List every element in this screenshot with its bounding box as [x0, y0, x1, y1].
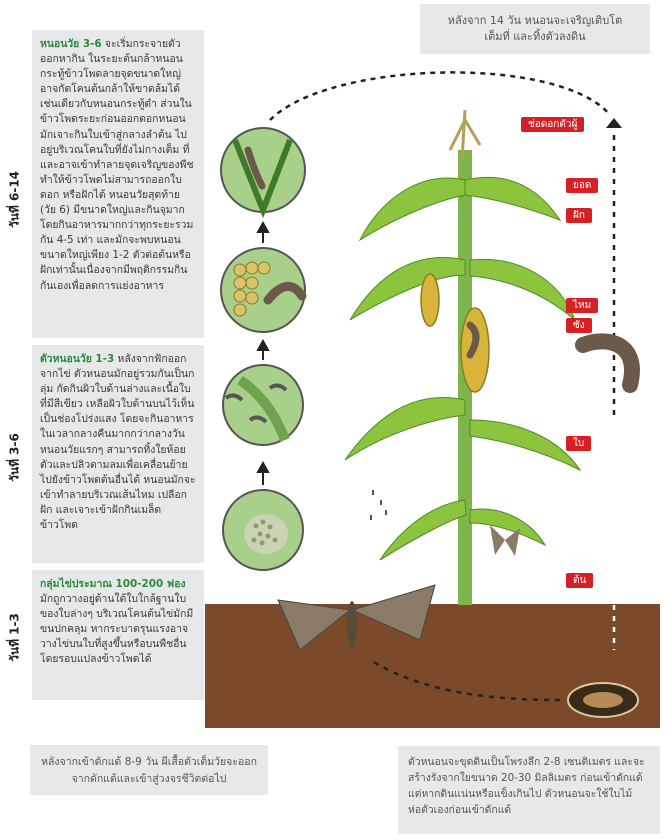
label-stem: ต้น: [566, 573, 593, 588]
circle-leaf-damage: [221, 128, 305, 212]
stage-eggs-text: มักถูกวางอยู่ด้านใต้ใบใกล้ฐานใบของใบล่างๆ บริเวณโคนต้นไข่มักมีขนปกคลุม หากระบาดรุนแรงอาจวางไข่บนใบที่สูงขึ้นหรือบนพืชอื่นโดยรอบแปลงข้าวโพดได้: [40, 593, 194, 666]
top-note-line2: เต็มที่ และทิ้งตัวลงดิน: [484, 30, 586, 43]
mature-larva: [583, 341, 632, 385]
stage-larva-3-6-box: [32, 30, 204, 338]
stage-larva-1-3-title: ตัวหนอนวัย 1-3: [40, 353, 115, 365]
day-label-6-14: วันที่ 6-14: [7, 170, 22, 229]
label-leaf: ใบ: [566, 436, 591, 451]
circle-eggs: [223, 490, 303, 570]
arrowhead: [606, 118, 622, 128]
corn-plant: [345, 110, 580, 605]
label-top: ยอด: [566, 178, 598, 193]
top-note-line1: หลังจาก 14 วัน หนอนจะเจริญเติบโต: [447, 14, 623, 27]
circle-ear-larva: [221, 248, 305, 332]
top-note: [420, 4, 650, 54]
cycle-arrow-top: [270, 72, 610, 120]
stage-larva-1-3-box: [32, 345, 204, 563]
day-label-1-3: วันที่ 1-3: [7, 613, 22, 662]
circle-young-larvae: [223, 365, 303, 445]
label-silk: ไหม: [566, 298, 598, 313]
bottom-right-note: ตัวหนอนจะขุดดินเป็นโพรงลึก 2-8 เซนติเมตร และจะสร้างรังจากใยขนาด 20-30 มิลลิเมตร ก่อนเข้าดักแด้ แต่หากดินแน่นหรือแข็งเกินไป ตัวหนอนจะใช้ใบไม้ห่อตัวเองก่อนเข้าดักแด้: [398, 746, 660, 834]
label-tassel: ช่อดอกตัวผู้: [521, 117, 584, 132]
label-cob: ซัง: [566, 318, 592, 333]
drifting-larvae: [370, 490, 387, 520]
pupa-chamber: [568, 683, 638, 717]
stage-larva-3-6-text: จะเริ่มกระจายตัวออกหากิน ในระยะต้นกล้าหนอนกระทู้ข้าวโพดลายจุดขนาดใหญ่อาจกัดโคนต้นกล้าให้ขาดล้มได้ เช่นเดียวกับหนอนกระทู้ดำ ส่วนในข้าวโพดระยะก่อนออกดอกหนอนมักเจาะกินใบเข้าสู่กลางลำต้น ไปอยู่บริเวณโคนใบที่ยังไม่กางเต็ม ที่ และอาจเข้าทำลายจุดเจริญของพืชทำให้ข้าวโพดไม่สามารถออกใบ ดอก หรือฝักได้ หนอนวัยสุดท้าย (วัย 6) มีขนาดใหญ่และกินจุมาก โดยกินอาหารมากกว่าทุกระยะรวมกัน 4-5 เท่า และมักจะพบหนอนขนาดใหญ่เพียง 1-2 ตัวต่อต้นหรือฝักเท่านั้นเนื่องจากมีพฤติกรรมกินกันเองเพื่อลดการแย่งอาหาร: [40, 38, 194, 292]
stage-eggs-box: [32, 570, 204, 700]
stage-eggs-title: กลุ่มไข่ประมาณ 100-200 ฟอง: [40, 578, 186, 590]
stage-larva-1-3-text: หลังจากฟักออกจากไข่ ตัวหนอนมักอยู่รวมกันเป็นกลุ่ม กัดกินผิวใบด้านล่างและเนื้อใบที่มีสีเขียว เหลือผิวใบด้านบนไว้เห็นเป็นช่องโปร่งแสง โดยจะกินอาหารในเวลากลางคืนมากกว่ากลางวัน หนอนวัยแรกๆ สามารถทิ้งใยห้อยตัวและปลิวตามลมเพื่อเคลื่อนย้ายไปยังข้าวโพดต้นอื่นได้ หนอนมักจะเข้าทำลายบริเวณเส้นไหม เปลือกฝัก และเจาะเข้าฝักกินเมล็ดข้าวโพด: [40, 353, 196, 532]
day-label-3-6: วันที่ 3-6: [7, 433, 22, 482]
label-ear: ฝัก: [566, 208, 592, 223]
stage-larva-3-6-title: หนอนวัย 3-6: [40, 38, 102, 50]
bottom-left-note: หลังจากเข้าดักแด้ 8-9 วัน ผีเสื้อตัวเต็มวัยจะออกจากดักแด้และเข้าสู่วงจรชีวิตต่อไป: [30, 745, 268, 795]
